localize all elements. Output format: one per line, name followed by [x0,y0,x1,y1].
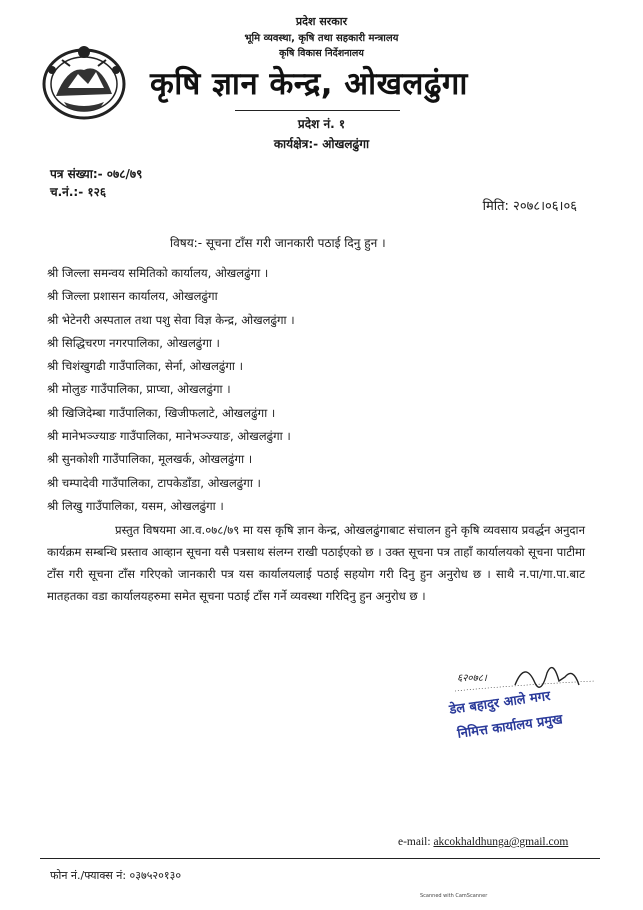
government-name: प्रदेश सरकार [295,15,348,28]
email-link[interactable]: akcokhaldhunga@gmail.com [433,836,569,848]
recipient-item: श्री मानेभञ्ज्याङ गाउँपालिका, मानेभञ्ज्याङ, ओखलढुंगा । [47,429,291,444]
recipient-item: श्री लिखु गाउँपालिका, यसम, ओखलढुंगा । [47,498,224,513]
recipient-item: श्री भेटेनरी अस्पताल तथा पशु सेवा विज्ञ केन्द्र, ओखलढुंगा । [47,312,295,327]
recipient-item: श्री चिशंखुगढी गाउँपालिका, सेर्ना, ओखलढुंगा । [47,359,243,374]
reference-number: पत्र संख्या:- ०७८/७९ [50,167,143,181]
letter-subject: विषय:- सूचना टाँस गरी जानकारी पठाई दिनु हुन । [170,236,386,250]
directorate-name: कृषि विकास निर्देशनालय [279,48,364,59]
stamp-designation: निमित्त कार्यालय प्रमुख [456,712,564,742]
ministry-name: भूमि व्यवस्था, कृषि तथा सहकारी मन्त्रालय [244,33,399,44]
dispatch-number: च.नं.:- १२६ [50,185,107,199]
recipient-item: श्री जिल्ला प्रशासन कार्यालय, ओखलढुंगा [47,289,218,304]
signature-date-marks: ६२०७८। [457,673,487,684]
email-label: e-mail: [398,836,431,848]
phone-fax: फोन नं./फ्याक्स नं: ०३७५२०१३० [50,869,182,882]
area-label: कार्यक्षेत्र:- ओखलढुंगा [273,137,370,151]
email-line [398,836,568,848]
recipient-item: श्री चम्पादेवी गाउँपालिका, टापकेडाँडा, ओखलढुंगा । [47,475,261,490]
recipient-item: श्री जिल्ला समन्वय समितिको कार्यालय, ओखलढुंगा । [47,266,269,280]
stamp-name: डेल बहादुर आले मगर [448,688,552,718]
recipient-item: श्री सिद्धिचरण नगरपालिका, ओखलढुंगा । [47,335,220,350]
scanner-watermark: Scanned with CamScanner [420,893,488,899]
recipient-list [47,262,295,518]
recipient-item: श्री सुनकोशी गाउँपालिका, मूलखर्क, ओखलढुंगा । [47,452,253,467]
recipient-item: श्री मोलुङ गाउँपालिका, प्राप्चा, ओखलढुंगा । [47,382,231,397]
province-label: प्रदेश नं. १ [297,117,346,131]
office-name: कृषि ज्ञान केन्द्र, ओखलढुंगा [150,66,468,102]
footer-divider [40,858,600,859]
header-underline [235,110,400,111]
letter-date: मिति: २०७८।०६।०६ [482,199,577,214]
recipient-item: श्री खिजिदेम्बा गाउँपालिका, खिजीफलाटे, ओखलढुंगा । [47,405,276,420]
letter-body: प्रस्तुत विषयमा आ.व.०७८/७९ मा यस कृषि ज्ञान केन्द्र, ओखलढुंगाबाट संचालन हुने कृषि व्यवसाय प्रवर्द्धन अनुदान कार्यक्रम सम्बन्धि प्रस्ताव आव्हान सूचना यसै पत्रसाथ संलग्न राखी पठाईएको छ । उक्त सूचना पत्र ताहाँ कार्यालयको सूचना पाटीमा टाँस गरी सूचना टाँस गरिएको जानकारी पत्र यस कार्यालयलाई पठाई सहयोग गरी दिनु हुन अनुरोध छ । साथै न.पा/गा.पा.बाट मातहतका वडा कार्यालयहरुमा समेत सूचना पठाई टाँस गर्ने व्यवस्था गरिदिनु हुन अनुरोध छ । [47,523,585,603]
